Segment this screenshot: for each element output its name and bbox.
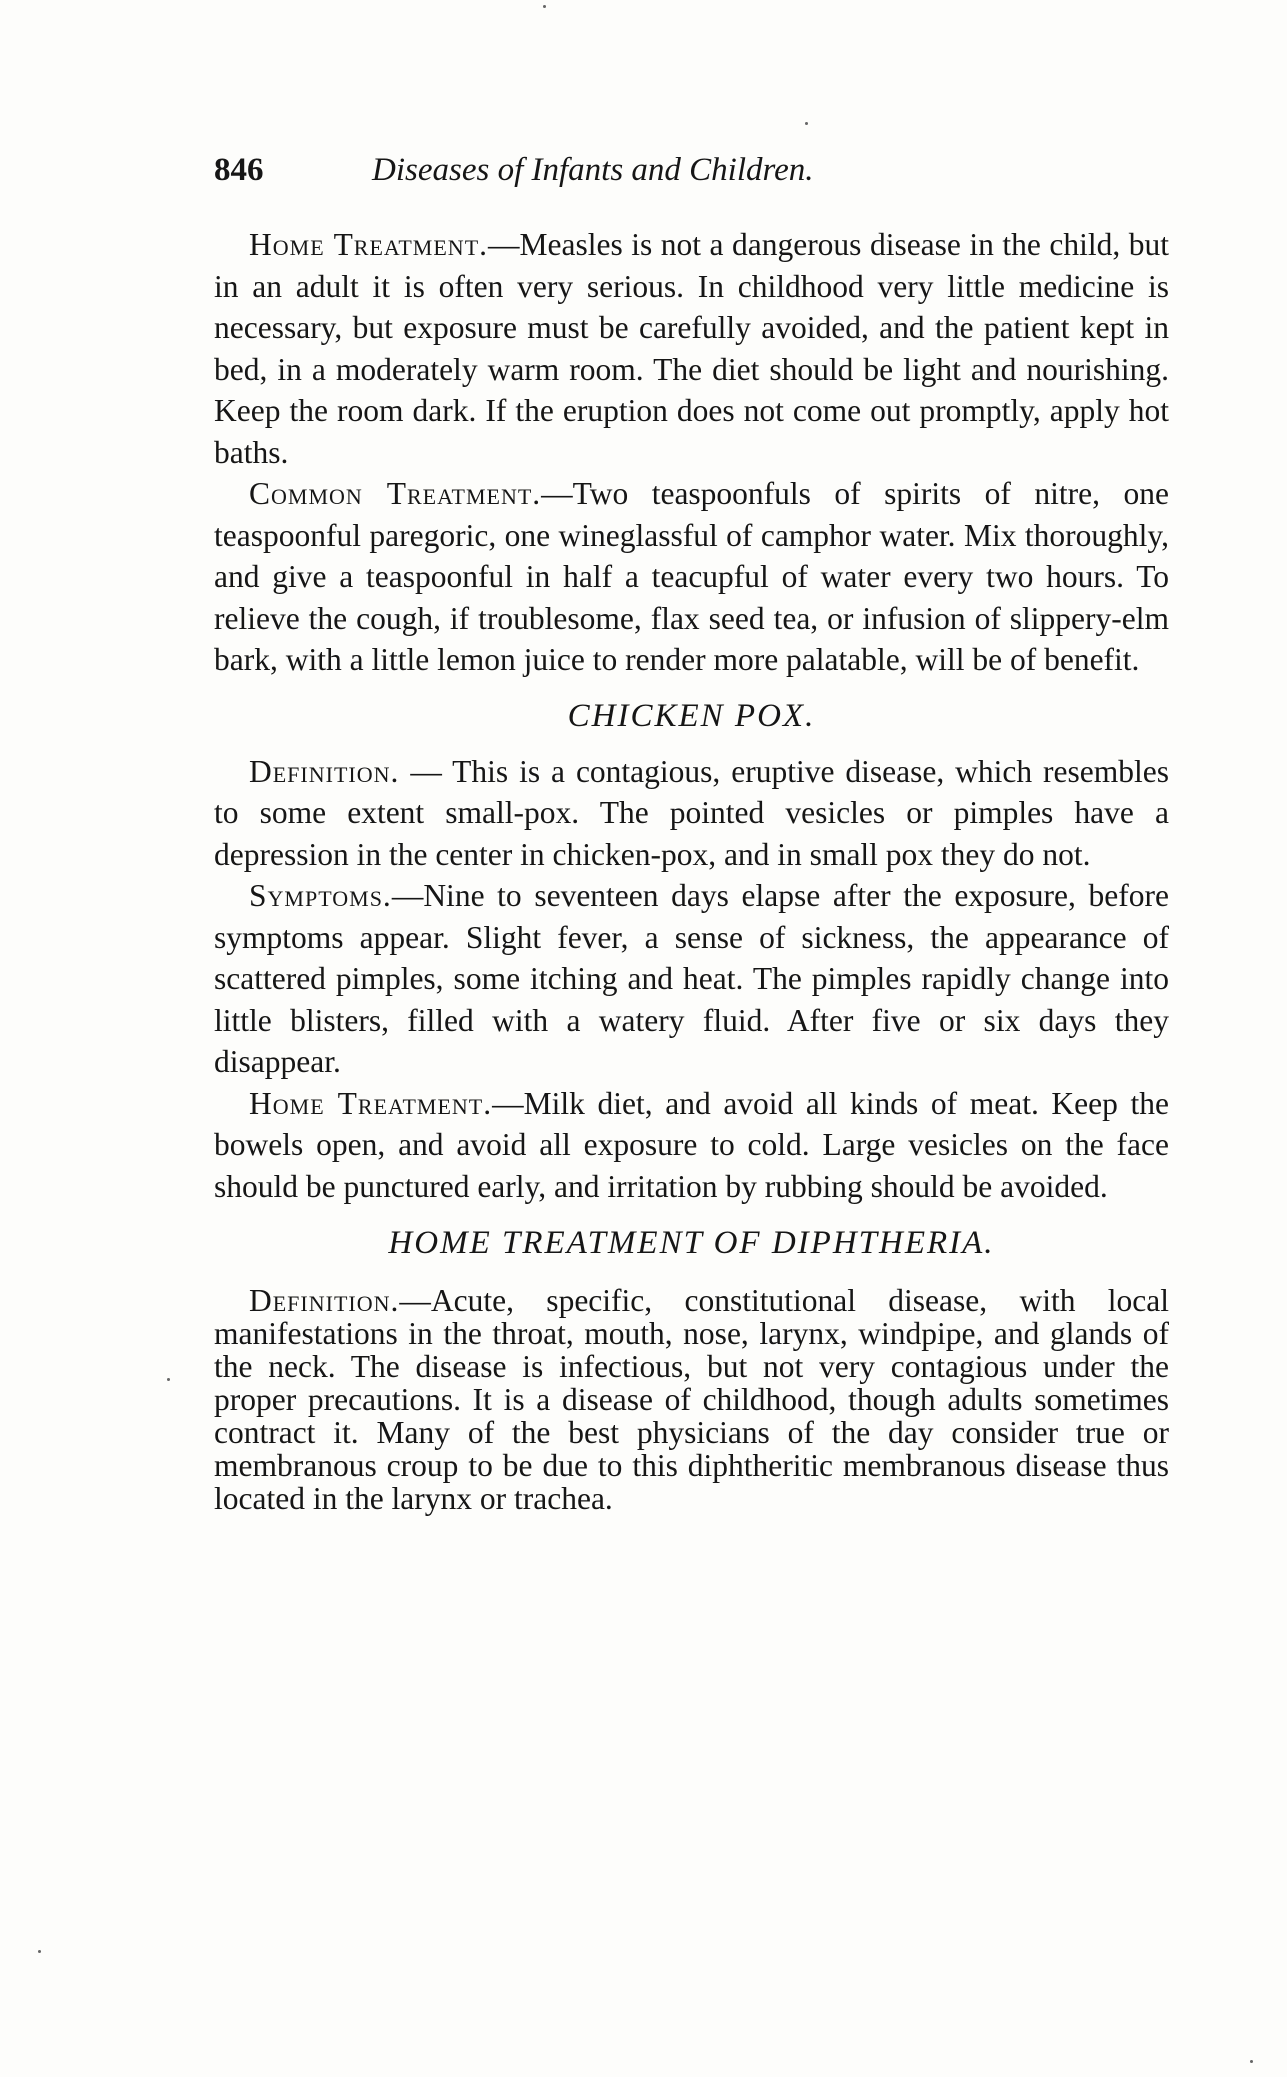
paragraph-chicken-pox-home-treatment xyxy=(214,1083,1169,1208)
paragraph-text: —Acute, specific, constitutional disease, with local manifestations in the throat, mouth, nose, larynx, windpipe, and glands of the neck. The disease is infectious, but not very contagious under the proper precautions. It is a disease of childhood, though adults sometimes contract it. Many of the best physicians of the day consider true or membranous croup to be due to this diphtheritic membranous disease thus located in the larynx or trachea. xyxy=(214,1283,1169,1516)
paragraph-measles-common-treatment xyxy=(214,473,1169,681)
page-speck xyxy=(1250,2060,1253,2063)
page-speck xyxy=(167,1378,170,1381)
paragraph-heading: Home Treatment. xyxy=(249,1085,493,1121)
paragraph-text: —Nine to seventeen days elapse after the exposure, before symptoms appear. Slight fever, a sense of sickness, the appearance of scattered pimples, some itching and heat. The pimples rapidly change into little blisters, filled with a watery fluid. After five or six days they disappear. xyxy=(214,878,1169,1079)
paragraph-text: —Two teaspoonfuls of spirits of nitre, one teaspoonful paregoric, one wineglassful of camphor water. Mix thoroughly, and give a teaspoonful in half a teacupful of water every two hours. To relieve the cough, if troublesome, flax seed tea, or infusion of slippery-elm bark, with a little lemon juice to render more palatable, will be of benefit. xyxy=(214,476,1169,677)
paragraph-text: —Measles is not a dangerous disease in the child, but in an adult it is often very serious. In childhood very little medicine is necessary, but exposure must be carefully avoided, and the patient kept in bed, in a moderately warm room. The diet should be light and nourishing. Keep the room dark. If the eruption does not come out promptly, apply hot baths. xyxy=(214,227,1169,470)
running-title: Diseases of Infants and Children. xyxy=(372,152,814,188)
page-speck xyxy=(38,1950,41,1953)
page-header xyxy=(214,152,1214,202)
section-title-chicken-pox: CHICKEN POX. xyxy=(567,697,816,734)
paragraph-measles-home-treatment xyxy=(214,224,1169,473)
page-speck xyxy=(543,5,546,8)
paragraph-heading: Definition. xyxy=(249,753,400,789)
page-number: 846 xyxy=(214,152,264,188)
paragraph-chicken-pox-definition xyxy=(214,751,1169,876)
paragraph-text: —Milk diet, and avoid all kinds of meat. Keep the bowels open, and avoid all exposure to cold. Large vesicles on the face should be punctured early, and irritation by rubbing should be avoided. xyxy=(214,1085,1169,1204)
paragraph-chicken-pox-symptoms xyxy=(214,875,1169,1083)
page-body xyxy=(214,224,1169,1515)
paragraph-heading: Definition. xyxy=(249,1283,400,1318)
paragraph-diphtheria-definition xyxy=(214,1284,1169,1515)
section-title-diphtheria: HOME TREATMENT OF DIPHTHERIA. xyxy=(388,1225,995,1261)
paragraph-heading: Home Treatment. xyxy=(249,227,489,262)
paragraph-text: — This is a contagious, eruptive disease, which resembles to some extent small-pox. The pointed vesicles or pimples have a depression in the center in chicken-pox, and in small pox they do not. xyxy=(214,753,1169,872)
paragraph-heading: Symptoms. xyxy=(249,878,392,913)
paragraph-heading: Common Treatment. xyxy=(249,476,542,511)
page-speck xyxy=(805,122,808,125)
